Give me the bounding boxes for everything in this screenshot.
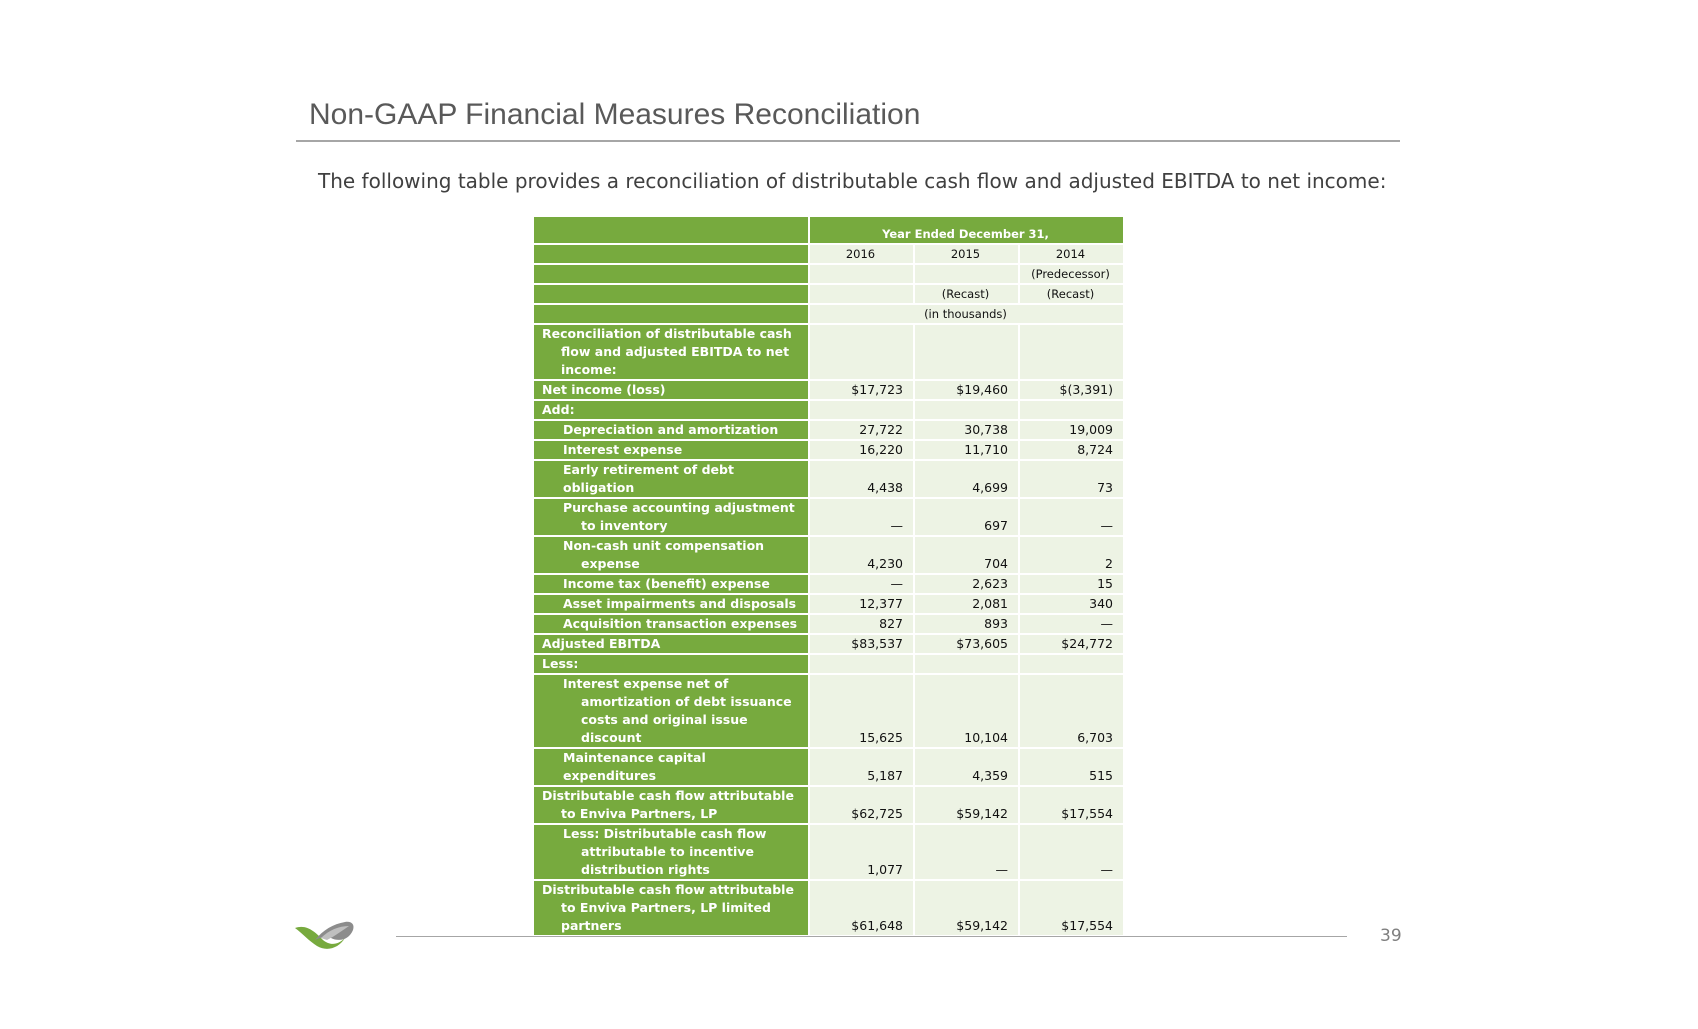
table-row — [534, 421, 1123, 439]
header-blank-cell — [534, 245, 808, 263]
units-header: (in thousands) — [810, 305, 1123, 323]
row-value-2014: — — [1020, 615, 1123, 633]
table-row — [534, 461, 1123, 497]
row-value-2016: 27,722 — [810, 421, 913, 439]
row-value-2014: $17,554 — [1020, 881, 1123, 935]
row-value-2016: 5,187 — [810, 749, 913, 785]
year-header: 2015 — [915, 245, 1018, 263]
row-value-2016: 827 — [810, 615, 913, 633]
row-label: Add: — [534, 401, 808, 419]
table-row — [534, 787, 1123, 823]
table-row — [534, 595, 1123, 613]
table-row — [534, 537, 1123, 573]
footer-divider — [396, 936, 1347, 937]
header-row-period — [534, 217, 1123, 243]
table-row — [534, 441, 1123, 459]
row-label: Distributable cash flow attributable to Enviva Partners, LP — [534, 787, 808, 823]
row-value-2016: — — [810, 499, 913, 535]
header-blank-cell — [534, 217, 808, 243]
row-value-2015: 893 — [915, 615, 1018, 633]
sub-header — [810, 285, 913, 303]
row-value-2015: 30,738 — [915, 421, 1018, 439]
row-value-2015: $19,460 — [915, 381, 1018, 399]
row-value-2014: 2 — [1020, 537, 1123, 573]
row-value-2014: 8,724 — [1020, 441, 1123, 459]
company-logo-icon — [293, 918, 357, 952]
page-number: 39 — [1380, 926, 1402, 946]
row-value-2015 — [915, 325, 1018, 379]
row-label: Less: — [534, 655, 808, 673]
row-value-2014: $17,554 — [1020, 787, 1123, 823]
table-row — [534, 881, 1123, 935]
row-value-2015: $73,605 — [915, 635, 1018, 653]
row-value-2014: $24,772 — [1020, 635, 1123, 653]
row-value-2016: $61,648 — [810, 881, 913, 935]
row-value-2016: $62,725 — [810, 787, 913, 823]
page-title: Non-GAAP Financial Measures Reconciliation — [309, 98, 921, 131]
row-value-2014: 340 — [1020, 595, 1123, 613]
year-header: 2014 — [1020, 245, 1123, 263]
row-value-2015: 4,359 — [915, 749, 1018, 785]
header-row-units — [534, 305, 1123, 323]
row-value-2015: 697 — [915, 499, 1018, 535]
table-row — [534, 749, 1123, 785]
row-label: Early retirement of debt obligation — [534, 461, 808, 497]
sub-header: (Recast) — [1020, 285, 1123, 303]
table-row — [534, 499, 1123, 535]
row-value-2014: $(3,391) — [1020, 381, 1123, 399]
row-value-2016: $17,723 — [810, 381, 913, 399]
row-value-2014: 15 — [1020, 575, 1123, 593]
row-label: Non-cash unit compensation expense — [534, 537, 808, 573]
row-value-2015: 11,710 — [915, 441, 1018, 459]
reconciliation-table — [532, 215, 1125, 937]
row-value-2015: 2,623 — [915, 575, 1018, 593]
row-value-2016: — — [810, 575, 913, 593]
row-value-2016: 12,377 — [810, 595, 913, 613]
row-label: Purchase accounting adjustment to inventory — [534, 499, 808, 535]
row-label: Interest expense — [534, 441, 808, 459]
row-label: Asset impairments and disposals — [534, 595, 808, 613]
header-blank-cell — [534, 305, 808, 323]
row-value-2015: 4,699 — [915, 461, 1018, 497]
sub-header: (Predecessor) — [1020, 265, 1123, 283]
row-value-2016: 15,625 — [810, 675, 913, 747]
row-value-2016: 16,220 — [810, 441, 913, 459]
row-value-2016 — [810, 325, 913, 379]
row-label: Maintenance capital expenditures — [534, 749, 808, 785]
row-value-2014: 6,703 — [1020, 675, 1123, 747]
row-value-2016: 1,077 — [810, 825, 913, 879]
row-label: Reconciliation of distributable cash flow and adjusted EBITDA to net income: — [534, 325, 808, 379]
row-value-2015: — — [915, 825, 1018, 879]
intro-text: The following table provides a reconciliation of distributable cash flow and adjusted EBITDA to net income: — [318, 169, 1387, 193]
sub-header: (Recast) — [915, 285, 1018, 303]
table-row — [534, 655, 1123, 673]
row-value-2014: 515 — [1020, 749, 1123, 785]
title-divider — [296, 140, 1400, 142]
row-value-2015 — [915, 401, 1018, 419]
table-body — [534, 325, 1123, 935]
row-value-2015: 704 — [915, 537, 1018, 573]
period-header: Year Ended December 31, — [810, 217, 1123, 243]
sub-header — [810, 265, 913, 283]
row-label: Adjusted EBITDA — [534, 635, 808, 653]
row-label: Net income (loss) — [534, 381, 808, 399]
row-label: Acquisition transaction expenses — [534, 615, 808, 633]
row-value-2016: 4,438 — [810, 461, 913, 497]
table-row — [534, 381, 1123, 399]
table-row — [534, 825, 1123, 879]
row-value-2016: $83,537 — [810, 635, 913, 653]
row-label: Distributable cash flow attributable to Enviva Partners, LP limited partners — [534, 881, 808, 935]
row-value-2014 — [1020, 325, 1123, 379]
row-value-2015: 2,081 — [915, 595, 1018, 613]
row-value-2015 — [915, 655, 1018, 673]
row-value-2014: 19,009 — [1020, 421, 1123, 439]
header-row-sub2 — [534, 285, 1123, 303]
row-value-2014 — [1020, 655, 1123, 673]
row-value-2014: 73 — [1020, 461, 1123, 497]
row-value-2015: 10,104 — [915, 675, 1018, 747]
row-value-2014 — [1020, 401, 1123, 419]
table-row — [534, 575, 1123, 593]
header-row-years — [534, 245, 1123, 263]
table-row — [534, 615, 1123, 633]
row-value-2014: — — [1020, 499, 1123, 535]
row-value-2016 — [810, 655, 913, 673]
header-row-sub1 — [534, 265, 1123, 283]
row-value-2014: — — [1020, 825, 1123, 879]
table-row — [534, 401, 1123, 419]
row-label: Interest expense net of amortization of debt issuance costs and original issue discount — [534, 675, 808, 747]
row-label: Depreciation and amortization — [534, 421, 808, 439]
row-value-2016 — [810, 401, 913, 419]
row-value-2016: 4,230 — [810, 537, 913, 573]
header-blank-cell — [534, 285, 808, 303]
row-label: Income tax (benefit) expense — [534, 575, 808, 593]
table-row — [534, 675, 1123, 747]
table-row — [534, 325, 1123, 379]
year-header: 2016 — [810, 245, 913, 263]
table-row — [534, 635, 1123, 653]
row-value-2015: $59,142 — [915, 787, 1018, 823]
header-blank-cell — [534, 265, 808, 283]
row-label: Less: Distributable cash flow attributable to incentive distribution rights — [534, 825, 808, 879]
row-value-2015: $59,142 — [915, 881, 1018, 935]
sub-header — [915, 265, 1018, 283]
